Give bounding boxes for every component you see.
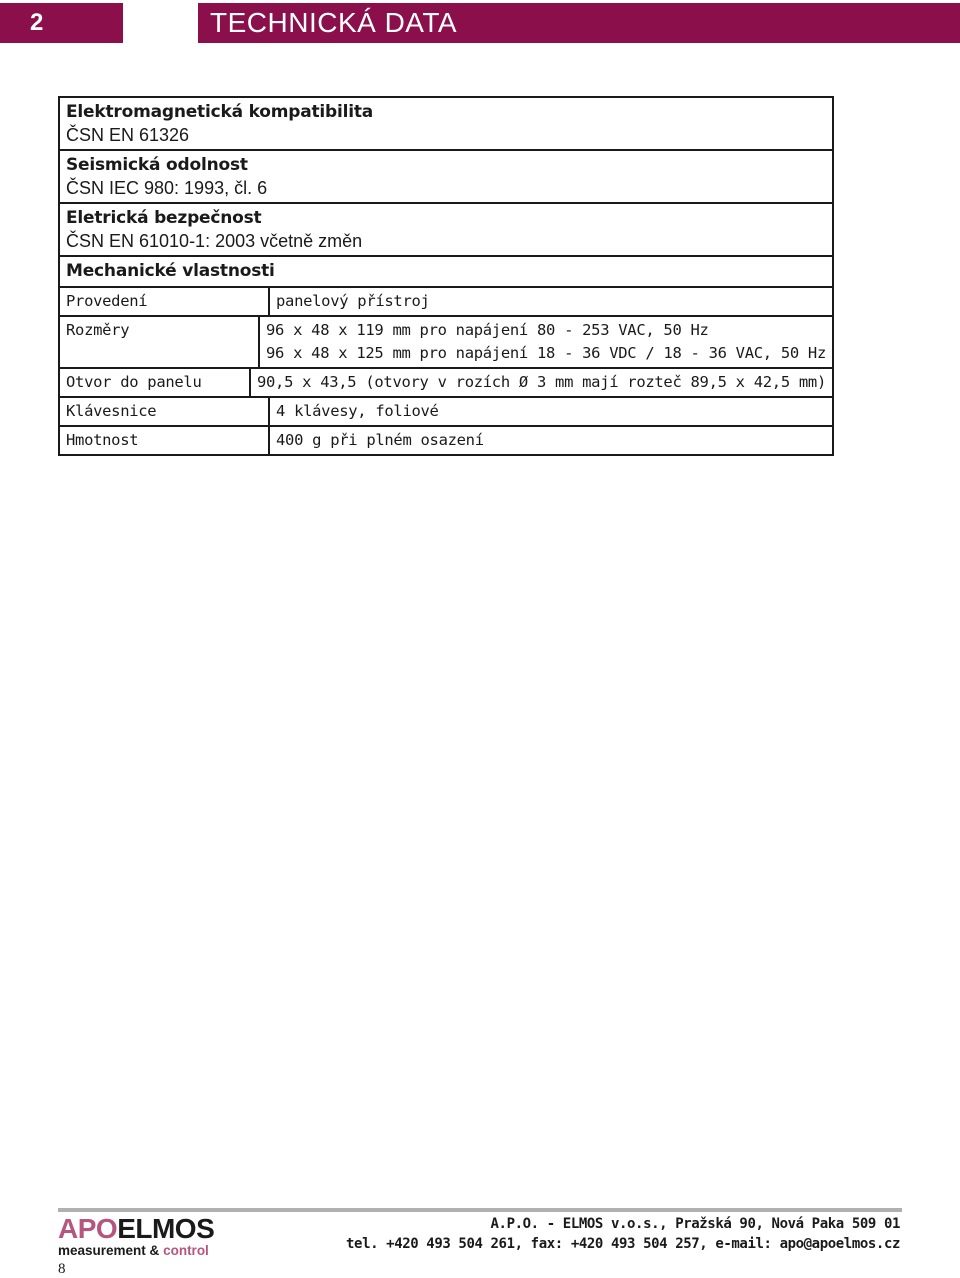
logo-wordmark: APOELMOS [58,1213,215,1244]
row-label: Otvor do panelu [66,373,202,391]
spec-section-seismic [60,151,832,204]
company-address: A.P.O. - ELMOS v.o.s., Pražská 90, Nová Paka 509 01 [490,1216,900,1232]
chapter-number: 2 [0,3,123,43]
table-row [60,288,832,317]
section-standard: ČSN EN 61010-1: 2003 včetně změn [66,231,363,251]
footer-divider [58,1208,902,1212]
chapter-title: TECHNICKÁ DATA [198,3,960,43]
spec-section-mechanical [60,257,832,288]
section-title: Seismická odolnost [66,155,248,175]
row-label: Klávesnice [66,402,157,420]
company-logo [58,1214,214,1258]
section-standard: ČSN EN 61326 [66,125,190,145]
table-row [60,398,832,427]
mechanical-rows [60,288,832,454]
page-number: 8 [58,1261,66,1277]
section-standard: ČSN IEC 980: 1993, čl. 6 [66,178,268,198]
section-title: Eletrická bezpečnost [66,208,262,228]
company-phone-email: tel. +420 493 504 261, fax: +420 493 504 257, e-mail: apo@apoelmos.cz [346,1236,900,1252]
table-row [60,317,832,369]
section-title: Mechanické vlastnosti [66,261,275,281]
spec-table [58,96,834,456]
spec-section-safety [60,204,832,257]
row-label: Provedení [66,292,148,310]
row-value: panelový přístroj [268,288,832,315]
row-value: 90,5 x 43,5 (otvory v rozích Ø 3 mm mají rozteč 89,5 x 42,5 mm) [249,369,832,396]
table-row [60,369,832,398]
section-title: Elektromagnetická kompatibilita [66,102,374,122]
logo-tagline: measurement & control [58,1243,209,1258]
table-row [60,427,832,454]
row-label: Hmotnost [66,431,139,449]
row-label: Rozměry [66,321,130,339]
company-contact [346,1214,900,1254]
row-value: 96 x 48 x 119 mm pro napájení 80 - 253 VAC, 50 Hz 96 x 48 x 125 mm pro napájení 18 - 36 VDC / 18 - 36 VAC, 50 Hz [258,317,832,367]
spec-section-emc [60,98,832,151]
row-value: 400 g při plném osazení [268,427,832,454]
row-value: 4 klávesy, foliové [268,398,832,425]
